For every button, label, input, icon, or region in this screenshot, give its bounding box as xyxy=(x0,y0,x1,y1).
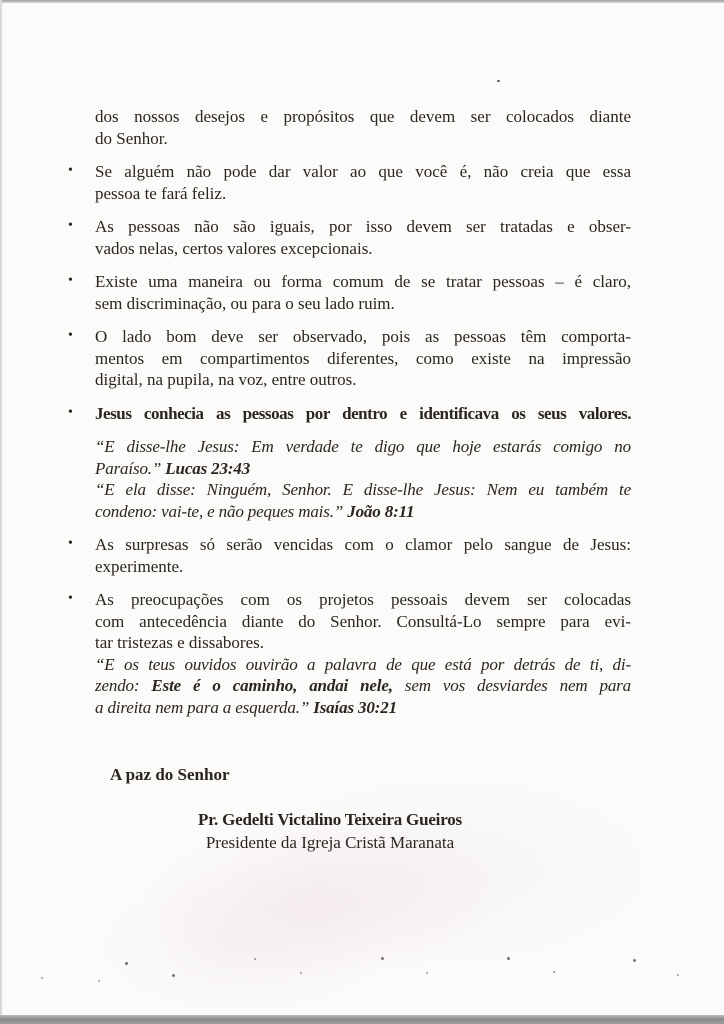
bullet-icon: • xyxy=(68,273,73,288)
scan-speck xyxy=(172,974,175,977)
scan-speck xyxy=(98,980,100,982)
bullet-icon: • xyxy=(68,218,73,233)
scripture-quote xyxy=(95,436,631,522)
paragraph xyxy=(95,106,631,149)
bullet-icon: • xyxy=(68,591,73,606)
bullet-item xyxy=(68,403,631,425)
bullet-item xyxy=(68,326,631,391)
text-line: a direita nem para a esquerda.” Isaías 30:21 xyxy=(95,697,397,717)
bullet-icon: • xyxy=(68,328,73,343)
text-line: vados nelas, certos valores excepcionais. xyxy=(95,238,373,258)
scan-speck xyxy=(633,959,636,962)
text-line: pessoa te fará feliz. xyxy=(95,183,227,203)
text-line: As surpresas só serão vencidas com o clamor pelo sangue de Jesus: xyxy=(95,535,631,554)
scan-edge-bottom xyxy=(0,1015,724,1024)
bullet-item xyxy=(68,271,631,314)
text-line: “E ela disse: Ninguém, Senhor. E disse-lhe Jesus: Nem eu também te xyxy=(95,480,631,499)
text-line: do Senhor. xyxy=(95,128,168,148)
scan-speck xyxy=(677,974,679,976)
text-line: As preocupações com os projetos pessoais devem ser colocadas xyxy=(95,590,631,609)
scan-speck xyxy=(553,971,555,973)
bullet-item xyxy=(68,534,631,577)
scan-speck xyxy=(254,958,256,960)
text-line: dos nossos desejos e propósitos que devem ser colocados diante xyxy=(95,107,631,126)
text-line: experimente. xyxy=(95,556,184,576)
text-line: “E disse-lhe Jesus: Em verdade te digo que hoje estarás comigo no xyxy=(95,437,631,456)
document-blocks xyxy=(68,106,631,718)
text-line: sem discriminação, ou para o seu lado ruim. xyxy=(95,293,395,313)
scan-speck xyxy=(426,972,428,974)
scripture-quote xyxy=(95,654,631,719)
text-line: Paraíso.” Lucas 23:43 xyxy=(95,458,251,478)
scan-speck xyxy=(497,80,500,82)
bullet-icon: • xyxy=(68,163,73,178)
signatory-name: Pr. Gedelti Victalino Teixeira Gueiros xyxy=(198,810,462,829)
scan-speck xyxy=(300,972,302,974)
scan-speck xyxy=(41,977,43,979)
scan-edge-left xyxy=(0,0,2,1024)
bullet-item xyxy=(68,216,631,259)
text-line: digital, na pupila, na voz, entre outros. xyxy=(95,370,357,389)
text-line: As pessoas não são iguais, por isso devem ser tratadas e obser- xyxy=(95,217,631,236)
text-line: Jesus conhecia as pessoas por dentro e identificava os seus valores. xyxy=(95,403,631,423)
signatory-title: Presidente da Igreja Cristã Maranata xyxy=(205,833,455,852)
scan-speck xyxy=(381,957,384,960)
text-line: Existe uma maneira ou forma comum de se tratar pessoas – é claro, xyxy=(95,272,631,291)
closing-salutation: A paz do Senhor xyxy=(110,765,230,784)
text-line: com antecedência diante do Senhor. Consultá-Lo sempre para evi- xyxy=(95,611,631,631)
text-line: “E os teus ouvidos ouvirão a palavra de que está por detrás de ti, di- xyxy=(95,654,631,674)
text-line: zendo: Este é o caminho, andai nele, sem vos desviardes nem para xyxy=(95,676,631,695)
text-line: mentos em compartimentos diferentes, como existe na impressão xyxy=(95,348,631,368)
bullet-icon: • xyxy=(68,404,73,420)
scan-edge-top xyxy=(0,0,724,3)
bullet-item xyxy=(68,161,631,204)
text-line: condeno: vai-te, e não peques mais.” João 8:11 xyxy=(95,501,415,521)
text-line: tar tristezas e dissabores. xyxy=(95,633,264,652)
scan-speck xyxy=(507,957,510,960)
bullet-item xyxy=(68,589,631,654)
bullet-icon: • xyxy=(68,536,73,551)
text-line: Se alguém não pode dar valor ao que você é, não creia que essa xyxy=(95,162,631,181)
text-line: O lado bom deve ser observado, pois as pessoas têm comporta- xyxy=(95,327,631,346)
signature-block xyxy=(95,808,565,854)
scan-speck xyxy=(125,962,128,965)
